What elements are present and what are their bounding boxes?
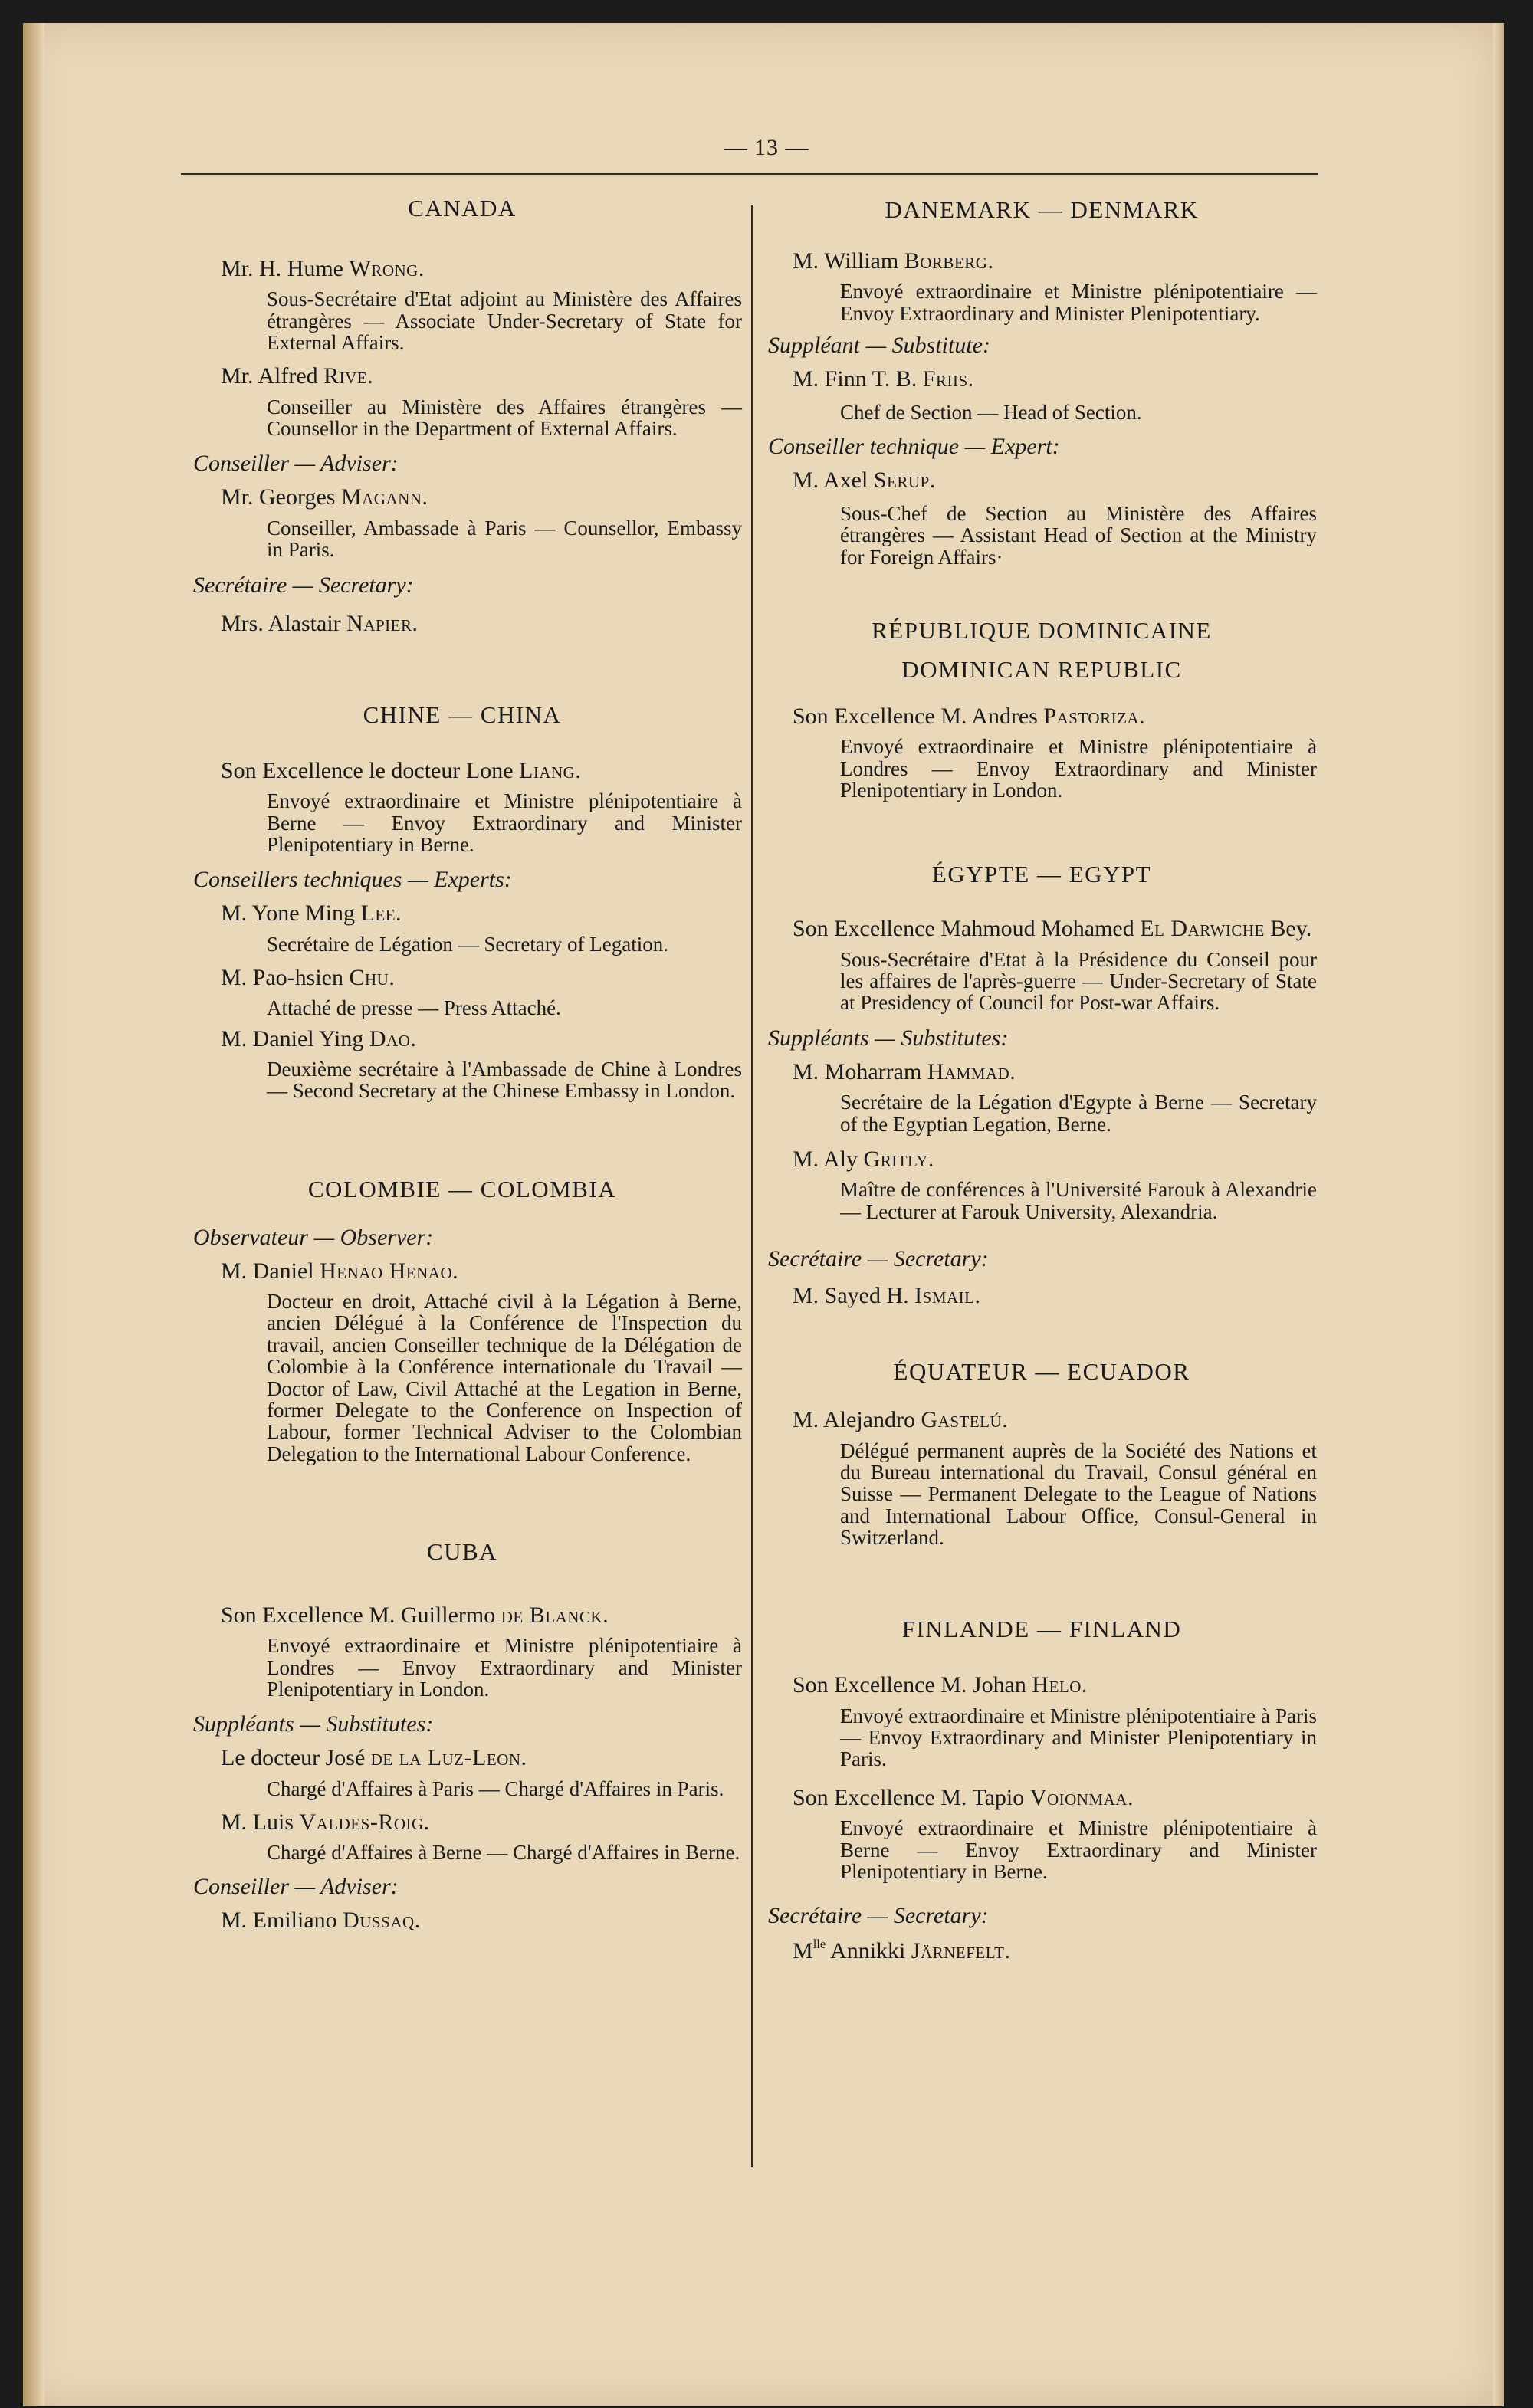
role-label: Conseiller — Adviser: — [193, 1873, 399, 1899]
person-description: Envoyé extraordinaire et Ministre plénipotentiaire à Berne — Envoy Extraordinary and Minister Plenipotentiary in Berne. — [840, 1816, 1317, 1883]
person-description: Chargé d'Affaires à Paris — Chargé d'Affaires in Paris. — [267, 1776, 724, 1800]
heading-egypt: ÉGYPTE — EGYPT — [931, 861, 1152, 888]
role-label: Observateur — Observer: — [193, 1224, 434, 1250]
person-description: Conseiller, Ambassade à Paris — Counsellor, Embassy in Paris. — [267, 516, 742, 562]
role-label: Secrétaire — Secretary: — [193, 572, 414, 598]
role-label: Conseiller technique — Expert: — [768, 433, 1060, 459]
page-number: — 13 — — [724, 135, 809, 160]
role-label: Conseillers techniques — Experts: — [193, 867, 512, 893]
person-entry: Son Excellence M. Johan Helo. — [793, 1672, 1088, 1698]
person-entry: M. Sayed H. Ismail. — [793, 1282, 981, 1308]
person-entry: Mr. Alfred Rive. — [221, 363, 374, 389]
section-ecuador — [766, 1355, 1317, 1548]
person-entry: M. Alejandro Gastelú. — [793, 1407, 1009, 1433]
person-description: Maître de conférences à l'Université Farouk à Alexandrie — Lecturer at Farouk University, Alexandria. — [840, 1178, 1317, 1223]
person-description: Attaché de presse — Press Attaché. — [267, 996, 561, 1020]
person-entry: M. William Borberg. — [793, 248, 994, 274]
header-rule — [181, 173, 1318, 175]
heading-ecuador: ÉQUATEUR — ECUADOR — [893, 1358, 1190, 1386]
person-entry: Le docteur José de la Luz-Leon. — [221, 1745, 527, 1771]
section-colombia — [182, 1173, 742, 1465]
section-china — [182, 698, 742, 1102]
column-divider — [751, 205, 753, 2167]
person-description: Envoyé extraordinaire et Ministre plénipotentiaire à Paris — Envoy Extraordinary and Minister Plenipotentiary in Paris. — [840, 1704, 1317, 1771]
person-description: Délégué permanent auprès de la Société des Nations et du Bureau international du Travail, Consul général en Suisse — Permanent Delegate to the League of Nations and International Labour Office, Consul-General in Switzerland. — [840, 1439, 1317, 1550]
heading-dominican-fr: RÉPUBLIQUE DOMINICAINE — [872, 617, 1212, 645]
person-description: Sous-Secrétaire d'Etat à la Présidence du Conseil pour les affaires de l'après-guerre — Under-Secretary of State at Presidency of Council for Post-war Affairs. — [840, 947, 1317, 1015]
person-description: Secrétaire de Légation — Secretary of Legation. — [267, 932, 669, 956]
person-description: Conseiller au Ministère des Affaires étrangères — Counsellor in the Department of External Affairs. — [267, 395, 742, 441]
person-entry: Son Excellence M. Tapio Voionmaa. — [793, 1784, 1134, 1810]
person-description: Chef de Section — Head of Section. — [840, 401, 1142, 425]
person-entry: M. Luis Valdes-Roig. — [221, 1809, 430, 1835]
binding-gutter — [23, 23, 44, 2406]
role-label: Suppléants — Substitutes: — [768, 1025, 1009, 1051]
role-label: Suppléants — Substitutes: — [193, 1711, 434, 1737]
person-entry: Son Excellence le docteur Lone Liang. — [221, 757, 582, 783]
role-label: Secrétaire — Secretary: — [768, 1903, 989, 1929]
role-label: Suppléant — Substitute: — [768, 333, 990, 359]
person-description: Deuxième secrétaire à l'Ambassade de Chine à Londres — Second Secretary at the Chinese Embassy in London. — [267, 1058, 742, 1103]
person-entry: M. Yone Ming Lee. — [221, 901, 402, 927]
heading-cuba: CUBA — [426, 1537, 498, 1565]
person-entry: M. Moharram Hammad. — [793, 1058, 1016, 1084]
left-column — [182, 192, 742, 1934]
heading-colombia: COLOMBIE — COLOMBIA — [307, 1175, 617, 1202]
heading-dominican-en: DOMINICAN REPUBLIC — [901, 656, 1182, 684]
person-entry: Mr. H. Hume Wrong. — [221, 255, 425, 281]
person-entry: M. Emiliano Dussaq. — [221, 1907, 421, 1933]
section-cuba — [182, 1535, 742, 1934]
person-description: Sous-Secrétaire d'Etat adjoint au Ministère des Affaires étrangères — Associate Under-Secretary of State for External Affairs. — [267, 287, 742, 355]
person-entry: Mrs. Alastair Napier. — [221, 610, 419, 636]
person-description: Secrétaire de la Légation d'Egypte à Berne — Secretary of the Egyptian Legation, Berne. — [840, 1091, 1317, 1136]
person-entry: $M^{lle}$ Annikki Järnefelt. — [793, 1936, 1011, 1964]
role-label: Secrétaire — Secretary: — [768, 1245, 989, 1271]
person-entry: Son Excellence M. Guillermo de Blanck. — [221, 1602, 609, 1628]
person-entry: M. Aly Gritly. — [793, 1146, 934, 1172]
person-description: Chargé d'Affaires à Berne — Chargé d'Affaires in Berne. — [267, 1841, 740, 1865]
heading-canada: CANADA — [408, 195, 517, 221]
heading-denmark: DANEMARK — DENMARK — [885, 196, 1199, 223]
person-description: Docteur en droit, Attaché civil à la Légation à Berne, ancien Délégué à la Conférence de l'Inspection du travail, ancien Conseiller technique de la Délégation de Colombie à la Conférence internationale du Travail — Doctor of Law, Civil Attaché at the Legation in Berne, former Delegate to the Conference on Inspection of Labour, former Technical Adviser to the Colombian Delegation to the International Labour Conference. — [267, 1290, 742, 1465]
section-denmark — [766, 193, 1317, 568]
person-entry: Son Excellence M. Andres Pastoriza. — [793, 704, 1146, 730]
person-entry: M. Axel Serup. — [793, 467, 936, 493]
person-entry: M. Finn T. B. Friis. — [793, 366, 974, 392]
section-canada — [182, 192, 742, 637]
right-column — [766, 192, 1317, 1965]
heading-finland: FINLANDE — FINLAND — [901, 1616, 1182, 1643]
person-entry: M. Daniel Ying Dao. — [221, 1025, 417, 1051]
section-finland — [766, 1612, 1317, 1964]
role-label: Conseiller — Adviser: — [193, 451, 399, 477]
page-edge — [1493, 23, 1504, 2406]
person-description: Envoyé extraordinaire et Ministre plénipotentiaire à Londres — Envoy Extraordinary and Minister Plenipotentiary in London. — [840, 735, 1317, 802]
heading-china: CHINE — CHINA — [363, 700, 562, 728]
person-description: Sous-Chef de Section au Ministère des Affaires étrangères — Assistant Head of Section at the Ministry for Foreign Affairs· — [840, 502, 1317, 569]
person-description: Envoyé extraordinaire et Ministre plénipotentiaire à Berne — Envoy Extraordinary and Minister Plenipotentiary in Berne. — [267, 789, 742, 856]
person-description: Envoyé extraordinaire et Ministre plénipotentiaire — Envoy Extraordinary and Minister Plenipotentiary. — [840, 280, 1317, 325]
person-description: Envoyé extraordinaire et Ministre plénipotentiaire à Londres — Envoy Extraordinary and Minister Plenipotentiary in London. — [267, 1634, 742, 1701]
person-entry: Mr. Georges Magann. — [221, 484, 428, 510]
person-entry: M. Pao-hsien Chu. — [221, 965, 396, 990]
section-dominican-republic — [766, 614, 1317, 801]
person-entry: M. Daniel Henao Henao. — [221, 1258, 459, 1284]
section-egypt — [766, 858, 1317, 1309]
person-entry: Son Excellence Mahmoud Mohamed El Darwiche Bey. — [793, 916, 1312, 942]
